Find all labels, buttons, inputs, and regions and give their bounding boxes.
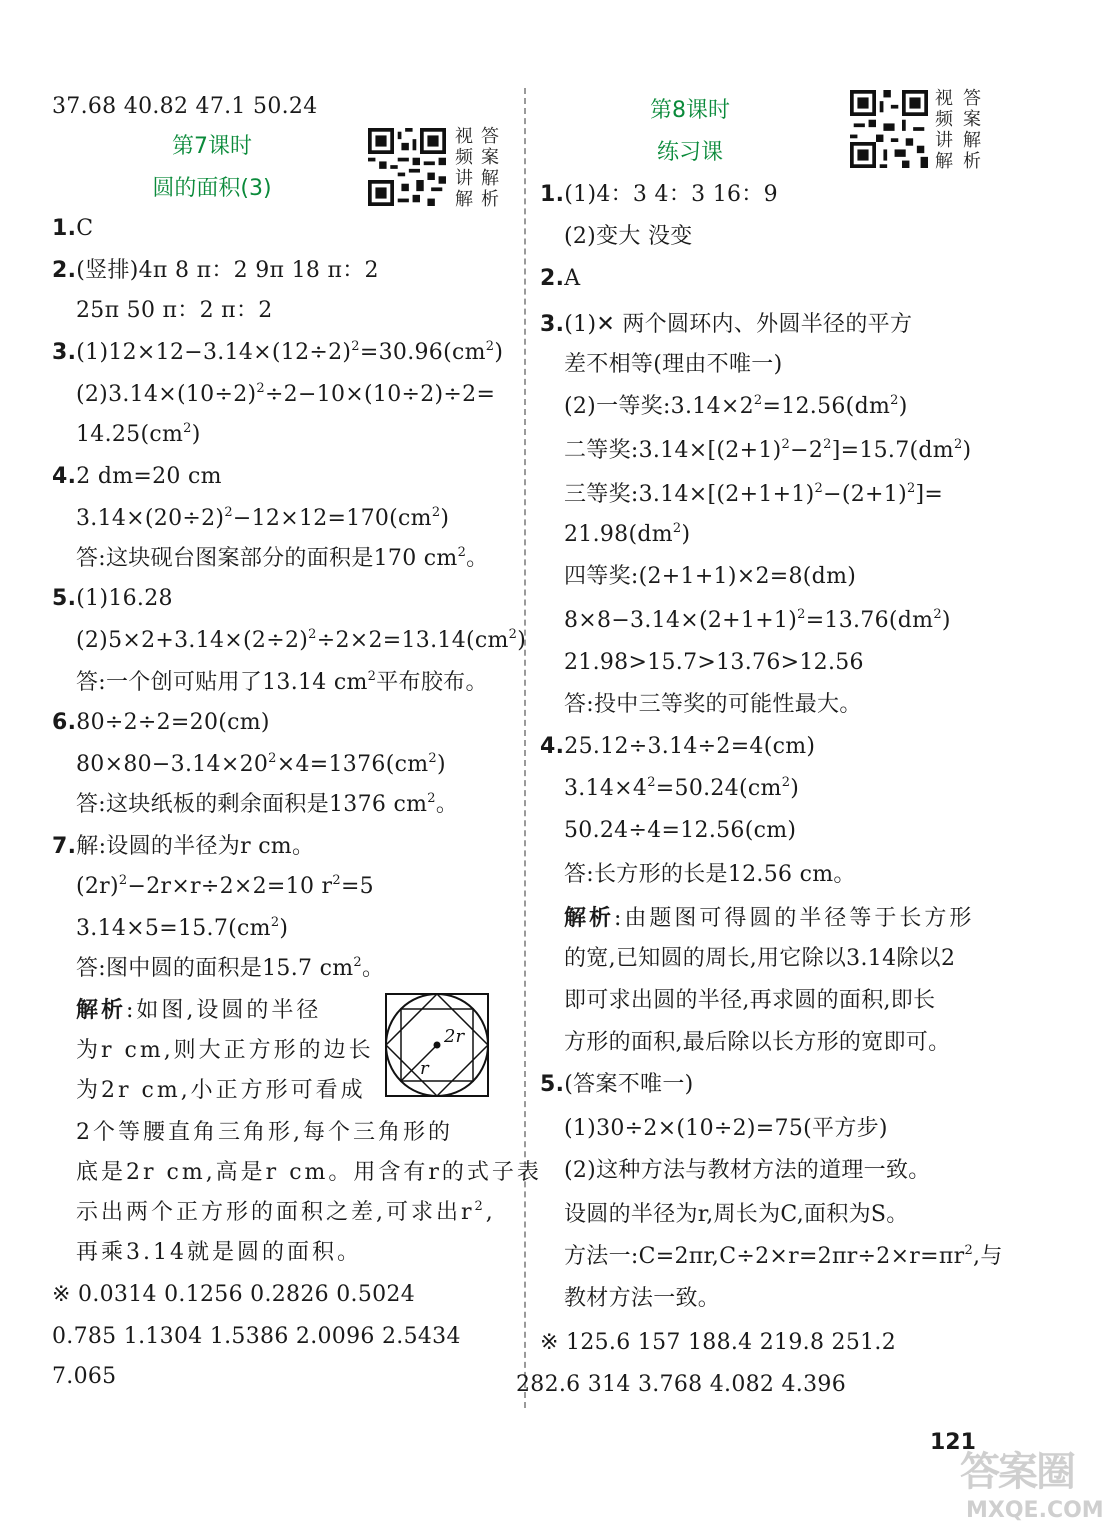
figure-label-r: r <box>420 1058 429 1079</box>
answer-5-reply: 答:一个创可贴用了13.14 $cm^2$平布胶布。 <box>76 669 488 695</box>
answer-5: 5.(1)16.28 <box>52 586 173 611</box>
answer-6-reply: 答:这块纸板的剩余面积是1376 $cm^2$。 <box>76 791 459 817</box>
answer-3-fourth-prize: 四等奖:(2+1+1)×2=8(dm) <box>564 564 857 589</box>
analysis-7-line-4: 2个等腰直角三角形,每个三角形的 <box>76 1120 453 1145</box>
answer-3-part-1: 3.(1)✕ 两个圆环内、外圆半径的平方 <box>540 312 913 337</box>
analysis-7-line-3: 为2r cm,小正方形可看成 <box>76 1078 366 1103</box>
answer-3-reason: 差不相等(理由不唯一) <box>564 352 783 377</box>
answer-7-equation: $(2r)^2-2r\times r\div 2\times 2=10$ $r^2=5$ <box>76 873 374 899</box>
qr-tag-answer: 答 案 解 析 <box>481 126 499 210</box>
answer-2: 2.(竖排)4π 8 π：2 9π 18 π：2 <box>52 258 379 283</box>
extra-answers-line-3: 7.065 <box>52 1364 117 1389</box>
answer-4: 4.25.12÷3.14÷2=4(cm) <box>540 734 816 759</box>
analysis-7-line-2: 为r cm,则大正方形的边长 <box>76 1038 374 1063</box>
analysis-4-line-3: 即可求出圆的半径,再求圆的面积,即长 <box>564 988 936 1013</box>
site-watermark <box>960 1440 1104 1530</box>
extra-answers-line-2: 0.785 1.1304 1.5386 2.0096 2.5434 <box>52 1324 461 1349</box>
answer-5-part-2: (2)这种方法与教材方法的道理一致。 <box>564 1158 931 1183</box>
answer-5-conclusion: 教材方法一致。 <box>564 1286 721 1311</box>
qr-code-icon[interactable] <box>368 128 446 206</box>
previous-answers-line: 37.68 40.82 47.1 50.24 <box>52 94 318 119</box>
qr-tag-video: 视 频 讲 解 <box>935 88 953 172</box>
answer-4-length: 50.24÷4=12.56(cm) <box>564 818 797 843</box>
answer-7: 7.解:设圆的半径为r cm。 <box>52 834 315 859</box>
analysis-4-line-4: 方形的面积,最后除以长方形的宽即可。 <box>564 1030 951 1055</box>
answer-5-part-1: (1)30÷2×(10÷2)=75(平方步) <box>564 1116 888 1141</box>
answer-1-part-2: (2)变大 没变 <box>564 224 693 249</box>
answer-4-calc: $3.14\times(20\div 2)^2-12\times 12=170(cm^2)$ <box>76 505 450 531</box>
answer-1: 1.(1)4：3 4：3 16：9 <box>540 182 778 207</box>
lesson-8-title: 第8课时 <box>650 98 730 123</box>
lesson-7-title: 第7课时 <box>172 134 252 159</box>
answer-5: 5.(答案不唯一) <box>540 1072 694 1097</box>
answer-4-reply: 答:长方形的长是12.56 cm。 <box>564 862 856 887</box>
answer-3-comparison: 21.98>15.7>13.76>12.56 <box>564 650 864 675</box>
qr-code-icon[interactable] <box>850 90 928 168</box>
lesson-7-subtitle: 圆的面积(3) <box>152 176 272 201</box>
page-number: 121 <box>930 1430 976 1455</box>
extra-answers-line-1: ※ 0.0314 0.1256 0.2826 0.5024 <box>52 1282 416 1307</box>
answer-2: 2.A <box>540 266 581 291</box>
analysis-4-line-1: 解析:由题图可得圆的半径等于长方形 <box>564 906 975 931</box>
answer-3-second-prize: 二等奖$:3.14\times[(2+1)^2-2^2]=15.7(dm^2)$ <box>564 437 972 463</box>
answer-1: 1.C <box>52 216 94 241</box>
answer-3-part-2-result: $14.25(cm^2)$ <box>76 421 201 447</box>
answer-3-part-1: $3.(1)12\times 12-3.14\times(12\div 2)^2=30.96(cm^2)$ <box>52 339 504 365</box>
answer-6-calc: $80\times 80-3.14\times 20^2\times 4=1376(cm^2)$ <box>76 751 446 777</box>
analysis-4-line-2: 的宽,已知圆的周长,用它除以3.14除以2 <box>564 946 956 971</box>
answer-3-first-prize: (2)一等奖$:3.14\times 2^2=12.56(dm^2)$ <box>564 393 908 419</box>
answer-3-part-2: $(2)3.14\times(10\div 2)^2\div 2-10\times(10\div 2)\div 2=$ <box>76 381 496 407</box>
answer-4-reply: 答:这块砚台图案部分的面积是170 $cm^2$。 <box>76 545 489 571</box>
answer-7-calc: $3.14\times 5=15.7(cm^2)$ <box>76 915 289 941</box>
watermark-logo-text: 答案圈 <box>960 1449 1074 1495</box>
answer-3-third-prize: 三等奖$:3.14\times[(2+1+1)^2-(2+1)^2]=$ <box>564 481 944 507</box>
answer-5-method: 方法一$:C=2\pi r,C\div 2\times r=2\pi r\div 2\times r=\pi r^2$,与 <box>564 1243 1003 1269</box>
analysis-7-line-5: 底是2r cm,高是r cm。用含有r的式子表 <box>76 1160 542 1185</box>
qr-tag-answer: 答 案 解 析 <box>963 88 981 172</box>
analysis-7-line-7: 再乘3.14就是圆的面积。 <box>76 1240 362 1265</box>
answer-3-fourth-prize-calc: $8\times 8-3.14\times(2+1+1)^2=13.76(dm^2)$ <box>564 607 951 633</box>
answer-3-reply: 答:投中三等奖的可能性最大。 <box>564 692 862 717</box>
answer-4: 4.2 dm=20 cm <box>52 464 222 489</box>
watermark-url: MXQE.COM <box>966 1498 1104 1523</box>
extra-answers-line-2: 282.6 314 3.768 4.082 4.396 <box>516 1372 846 1397</box>
circle-square-figure <box>382 990 492 1102</box>
answer-5-calc: $(2)5\times 2+3.14\times(2\div 2)^2\div 2\times 2=13.14(cm^2)$ <box>76 627 527 653</box>
analysis-7-line-6: 示出两个正方形的面积之差,可求出$r^2$, <box>76 1199 496 1225</box>
answer-5-setup: 设圆的半径为r,周长为C,面积为S。 <box>564 1202 909 1227</box>
lesson-8-subtitle: 练习课 <box>656 140 723 165</box>
figure-label-2r: 2r <box>444 1026 465 1047</box>
column-divider <box>524 88 526 1408</box>
answer-6: 6.80÷2÷2=20(cm) <box>52 710 270 735</box>
answer-7-reply: 答:图中圆的面积是15.7 $cm^2$。 <box>76 955 385 981</box>
extra-answers-line-1: ※ 125.6 157 188.4 219.8 251.2 <box>540 1330 897 1355</box>
answer-2-line-2: 25π 50 π：2 π：2 <box>76 298 273 323</box>
analysis-7-line-1: 解析:如图,设圆的半径 <box>76 998 322 1023</box>
answer-4-area: $3.14\times 4^2=50.24(cm^2)$ <box>564 775 800 801</box>
qr-tag-video: 视 频 讲 解 <box>455 126 473 210</box>
answer-3-third-prize-result: $21.98(dm^2)$ <box>564 521 691 547</box>
